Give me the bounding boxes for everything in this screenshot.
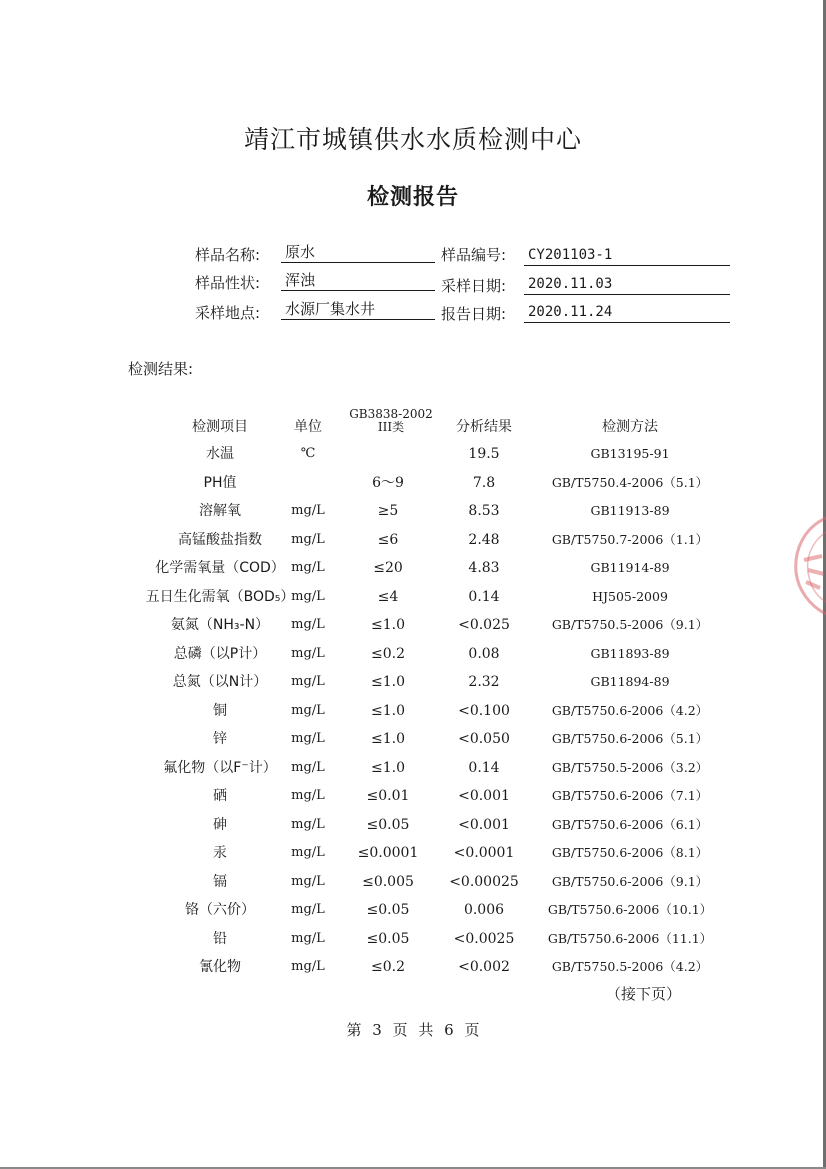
table-row bbox=[0, 583, 826, 612]
row-unit: mg/L bbox=[291, 560, 325, 575]
row-limit: ≤0.2 bbox=[371, 959, 405, 975]
row-method: GB/T5750.6-2006（11.1） bbox=[547, 930, 713, 946]
sample-state-label: 样品性状: bbox=[195, 274, 261, 292]
sample-code-value: CY201103-1 bbox=[524, 245, 730, 266]
table-row bbox=[0, 554, 826, 583]
table-row bbox=[0, 697, 826, 726]
table-row bbox=[0, 811, 826, 840]
row-result: 0.14 bbox=[468, 759, 500, 776]
row-limit: ≤0.05 bbox=[366, 930, 410, 947]
row-result: 4.83 bbox=[468, 560, 500, 576]
row-limit: ≤0.05 bbox=[366, 816, 410, 833]
row-unit: mg/L bbox=[291, 702, 325, 718]
row-result: <0.001 bbox=[458, 788, 510, 804]
row-method: GB/T5750.4-2006（5.1） bbox=[551, 474, 709, 490]
page-footer: 第 3 页 共 6 页 bbox=[346, 1021, 480, 1039]
row-result: 0.08 bbox=[468, 645, 500, 662]
row-result: <0.002 bbox=[458, 959, 510, 975]
row-method: GB/T5750.6-2006（10.1） bbox=[547, 902, 713, 917]
row-item: 锌 bbox=[213, 731, 227, 747]
row-item: 汞 bbox=[213, 845, 227, 861]
row-method: GB/T5750.6-2006（9.1） bbox=[551, 873, 709, 889]
row-method: GB11894-89 bbox=[590, 674, 670, 689]
table-row bbox=[0, 668, 826, 697]
row-result: 0.006 bbox=[463, 902, 505, 918]
row-unit: mg/L bbox=[291, 503, 325, 518]
row-result: 2.32 bbox=[468, 674, 500, 690]
table-row bbox=[0, 440, 826, 469]
row-limit: ≤0.05 bbox=[366, 902, 410, 918]
table-row bbox=[0, 526, 826, 555]
row-result: 0.14 bbox=[468, 588, 500, 605]
table-row bbox=[0, 754, 826, 783]
row-item: 高锰酸盐指数 bbox=[178, 531, 262, 548]
sampling-location-label: 采样地点: bbox=[195, 304, 261, 322]
sample-name-label: 样品名称: bbox=[195, 246, 261, 264]
row-result: <0.0025 bbox=[453, 930, 515, 947]
row-limit: ≤0.005 bbox=[362, 873, 414, 890]
row-unit: mg/L bbox=[291, 816, 325, 832]
row-item: 硒 bbox=[213, 788, 227, 804]
row-method: GB/T5750.6-2006（5.1） bbox=[551, 731, 709, 746]
row-limit: ≥5 bbox=[377, 503, 399, 519]
row-result: 19.5 bbox=[468, 446, 500, 462]
row-method: GB/T5750.6-2006（7.1） bbox=[551, 788, 709, 803]
row-method: GB13195-91 bbox=[590, 446, 670, 461]
header-item: 检测项目 bbox=[192, 419, 248, 435]
row-result: <0.050 bbox=[458, 731, 510, 747]
row-item: 溶解氧 bbox=[199, 503, 241, 519]
table-row bbox=[0, 896, 826, 925]
row-method: GB/T5750.5-2006（9.1） bbox=[551, 617, 709, 632]
row-method: GB11913-89 bbox=[590, 503, 670, 518]
row-method: GB/T5750.5-2006（4.2） bbox=[551, 959, 709, 974]
table-row bbox=[0, 725, 826, 754]
row-item: 氨氮（NH₃-N） bbox=[170, 617, 270, 633]
row-item: 铅 bbox=[213, 930, 227, 947]
row-unit: mg/L bbox=[291, 531, 325, 547]
row-item: 总磷（以P计） bbox=[173, 645, 267, 662]
table-row bbox=[0, 497, 826, 526]
row-limit: ≤4 bbox=[377, 588, 399, 605]
table-row bbox=[0, 868, 826, 897]
row-item: 化学需氧量（COD） bbox=[155, 560, 285, 576]
row-limit: ≤0.0001 bbox=[357, 845, 419, 861]
row-item: 氰化物 bbox=[199, 959, 241, 975]
row-result: 7.8 bbox=[472, 474, 496, 491]
sample-name-value: 原水 bbox=[281, 242, 435, 263]
row-unit: mg/L bbox=[291, 588, 325, 604]
results-table bbox=[0, 440, 826, 982]
row-unit: ℃ bbox=[300, 446, 316, 461]
organization-title: 靖江市城镇供水水质检测中心 bbox=[243, 125, 582, 154]
row-limit: ≤0.2 bbox=[371, 645, 405, 662]
row-limit: ≤6 bbox=[377, 531, 399, 548]
row-item: 镉 bbox=[213, 873, 227, 890]
row-result: 8.53 bbox=[468, 503, 500, 519]
row-limit: ≤1.0 bbox=[371, 674, 405, 690]
row-method: GB/T5750.6-2006（6.1） bbox=[551, 816, 709, 832]
row-result: <0.100 bbox=[458, 702, 510, 719]
table-row bbox=[0, 640, 826, 669]
table-row bbox=[0, 611, 826, 640]
row-item: 铬（六价） bbox=[185, 902, 255, 918]
row-unit: mg/L bbox=[291, 873, 325, 889]
row-unit: mg/L bbox=[291, 731, 325, 746]
header-standard-line1: GB3838-2002 bbox=[349, 407, 433, 421]
header-method: 检测方法 bbox=[602, 419, 658, 435]
report-title: 检测报告 bbox=[366, 185, 459, 210]
row-unit: mg/L bbox=[291, 788, 325, 803]
row-limit: ≤1.0 bbox=[371, 617, 405, 633]
row-limit: 6～9 bbox=[372, 474, 404, 491]
row-unit: mg/L bbox=[291, 845, 325, 860]
row-unit: mg/L bbox=[291, 617, 325, 632]
row-unit: mg/L bbox=[291, 930, 325, 946]
row-unit: mg/L bbox=[291, 759, 325, 775]
row-method: GB/T5750.5-2006（3.2） bbox=[551, 759, 709, 775]
row-item: 水温 bbox=[206, 446, 234, 462]
sampling-location-value: 水源厂集水井 bbox=[281, 299, 435, 320]
table-row bbox=[0, 839, 826, 868]
row-item: 五日生化需氧（BOD₅） bbox=[145, 588, 295, 605]
row-unit bbox=[272, 469, 344, 498]
row-unit: mg/L bbox=[291, 902, 325, 917]
row-limit: ≤1.0 bbox=[371, 731, 405, 747]
row-unit: mg/L bbox=[291, 645, 325, 661]
report-date-label: 报告日期: bbox=[441, 305, 507, 323]
header-result: 分析结果 bbox=[456, 419, 512, 435]
row-result: <0.001 bbox=[458, 816, 510, 833]
row-method: GB/T5750.6-2006（8.1） bbox=[551, 845, 709, 860]
row-unit: mg/L bbox=[291, 959, 325, 974]
row-limit: ≤1.0 bbox=[371, 759, 405, 776]
row-limit: ≤0.01 bbox=[366, 788, 410, 804]
row-item: 氟化物（以F⁻计） bbox=[163, 759, 277, 776]
seal-stamp bbox=[770, 516, 826, 616]
row-method: HJ505-2009 bbox=[592, 588, 668, 604]
table-row bbox=[0, 469, 826, 498]
row-limit: ≤1.0 bbox=[371, 702, 405, 719]
row-method: GB11914-89 bbox=[590, 560, 670, 575]
sample-code-label: 样品编号: bbox=[441, 246, 507, 264]
row-result: <0.00025 bbox=[449, 873, 519, 890]
table-row bbox=[0, 925, 826, 954]
row-item: 总氮（以N计） bbox=[172, 674, 268, 690]
row-unit: mg/L bbox=[291, 674, 325, 689]
row-method: GB11893-89 bbox=[590, 645, 670, 661]
table-row bbox=[0, 953, 826, 982]
row-result: <0.0001 bbox=[453, 845, 515, 861]
row-method: GB/T5750.7-2006（1.1） bbox=[551, 531, 709, 547]
row-item: 铜 bbox=[213, 702, 227, 719]
row-limit bbox=[348, 440, 428, 469]
row-result: 2.48 bbox=[468, 531, 500, 548]
header-standard bbox=[348, 408, 434, 434]
row-item: 砷 bbox=[213, 816, 227, 833]
row-limit: ≤20 bbox=[373, 560, 403, 576]
table-row bbox=[0, 782, 826, 811]
row-item: PH值 bbox=[203, 474, 237, 491]
header-standard-line2: III类 bbox=[377, 420, 405, 434]
sample-state-value: 浑浊 bbox=[281, 270, 435, 291]
row-result: <0.025 bbox=[458, 617, 510, 633]
sampling-date-value: 2020.11.03 bbox=[524, 274, 730, 295]
header-unit: 单位 bbox=[294, 419, 322, 435]
row-method: GB/T5750.6-2006（4.2） bbox=[551, 702, 709, 718]
report-date-value: 2020.11.24 bbox=[524, 302, 730, 323]
results-label: 检测结果: bbox=[128, 360, 194, 378]
sampling-date-label: 采样日期: bbox=[441, 277, 507, 295]
continued-note: （接下页） bbox=[606, 985, 682, 1003]
